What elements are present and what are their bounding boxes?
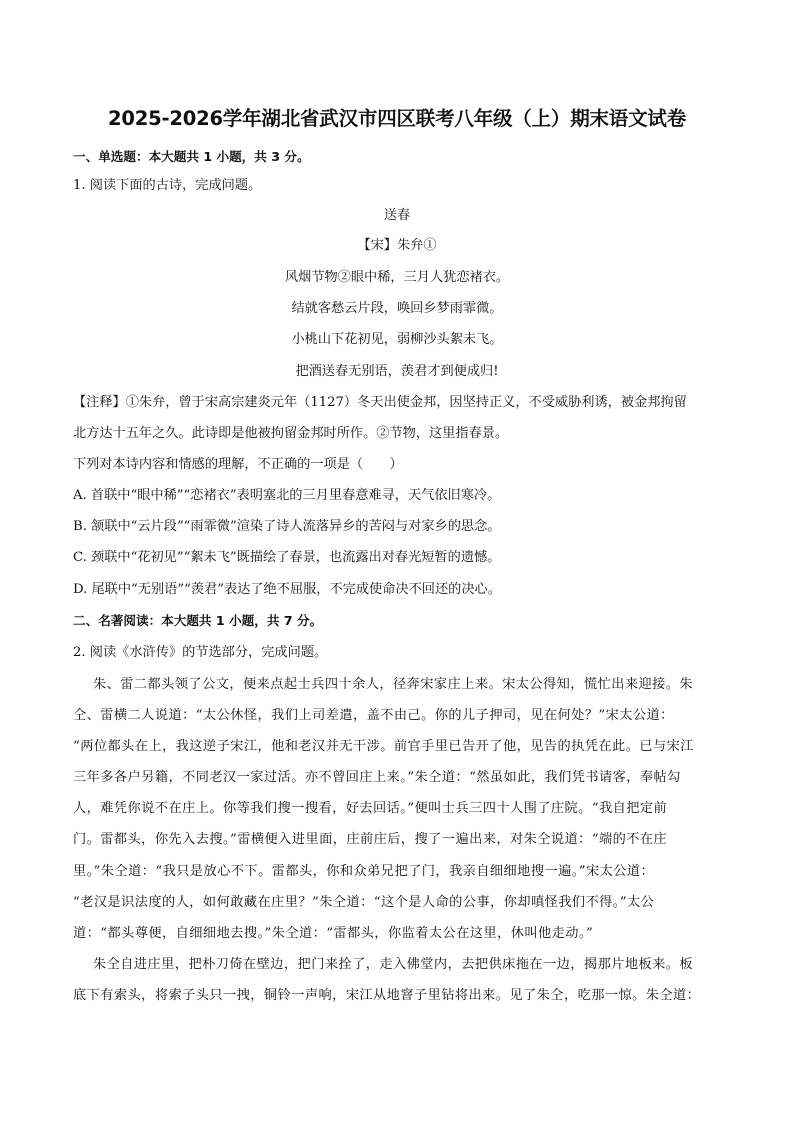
poem-note: 北方达十五年之久。此诗即是他被拘留金邦时所作。②节物，这里指春景。	[73, 426, 509, 441]
option-b: B. 颔联中“云片段”“雨霏微”渲染了诗人流落异乡的苦闷与对家乡的思念。	[73, 519, 501, 534]
poem-line: 把酒送春无别语，羡君才到便成归!	[295, 364, 499, 379]
page-title: 2025-2026学年湖北省武汉市四区联考八年级（上）期末语文试卷	[107, 107, 687, 130]
option-c: C. 颈联中“花初见”“絮未飞”既描绘了春景，也流露出对春光短暂的遗憾。	[73, 550, 501, 565]
question-1-prompt: 1. 阅读下面的古诗，完成问题。	[73, 178, 262, 193]
section-2-heading: 二、名著阅读：本大题共 1 小题，共 7 分。	[73, 613, 323, 628]
passage-line: 朱仝自进庄里，把朴刀倚在壁边，把门来拴了，走入佛堂内，去把供床拖在一边，揭那片地板来。板	[93, 957, 694, 972]
passage-line: 三年多各户另籍，不同老汉一家过活。亦不曾回庄上来。”朱仝道：“然虽如此，我们凭书请客，奉帖勾	[73, 770, 681, 785]
poem-author: 【宋】朱弁①	[357, 238, 437, 253]
poem-line: 小桃山下花初见，弱柳沙头絮未飞。	[291, 332, 503, 347]
section-1-heading: 一、单选题：本大题共 1 小题，共 3 分。	[73, 149, 310, 164]
poem-line: 风烟节物②眼中稀，三月人犹恋褚衣。	[284, 270, 510, 285]
passage-line: 仝、雷横二人说道：“太公休怪，我们上司差遣，盖不由己。你的儿子押司，见在何处？”宋太公道：	[73, 708, 674, 723]
passage-line: 里。”朱仝道：“我只是放心不下。雷都头，你和众弟兄把了门，我亲自细细地搜一遍。”宋太公道：	[73, 864, 655, 879]
question-2-prompt: 2. 阅读《水浒传》的节选部分，完成问题。	[73, 645, 328, 660]
passage-line: 道：“都头尊便，自细细地去搜。”朱仝道：“雷都头，你监着太公在这里，休叫他走动。”	[73, 926, 594, 941]
passage-line: 底下有索头，将索子头只一拽，铜铃一声响，宋江从地窨子里钻将出来。见了朱仝，吃那一惊。朱仝道：	[73, 988, 701, 1003]
poem-title: 送春	[383, 208, 411, 223]
option-a: A. 首联中“眼中稀”“恋褚衣”表明塞北的三月里春意难寻，天气依旧寒冷。	[73, 488, 501, 503]
passage-line: “老汉是识法度的人，如何敢藏在庄里？”朱仝道：“这个是人命的公事，你却嗔怪我们不得。”太公	[73, 895, 655, 910]
passage-line: 门。雷都头，你先入去搜。”雷横便入进里面，庄前庄后，搜了一遍出来，对朱仝说道：“端的不在庄	[73, 832, 668, 847]
passage-line: “两位都头在上，我这逆子宋江，他和老汉并无干涉。前官手里已告开了他，见告的执凭在此。已与宋江	[73, 739, 694, 754]
passage-line: 朱、雷二都头领了公文，便来点起士兵四十余人，径奔宋家庄上来。宋太公得知，慌忙出来迎接。朱	[93, 677, 694, 692]
poem-note: 【注释】①朱弁，曾于宋高宗建炎元年（1127）冬天出使金邦，因坚持正义，不受威胁利诱，被金邦拘留	[73, 395, 687, 410]
poem-line: 结就客愁云片段，唤回乡梦雨霏微。	[291, 301, 503, 316]
passage-line: 人，难凭你说不在庄上。你等我们搜一搜看，好去回话。”便叫士兵三四十人围了庄院。“我自把定前	[73, 801, 668, 816]
question-1-stem: 下列对本诗内容和情感的理解，不正确的一项是（ ）	[73, 457, 403, 472]
option-d: D. 尾联中“无别语”“羡君”表达了绝不屈服，不完成使命决不回还的决心。	[73, 582, 501, 597]
